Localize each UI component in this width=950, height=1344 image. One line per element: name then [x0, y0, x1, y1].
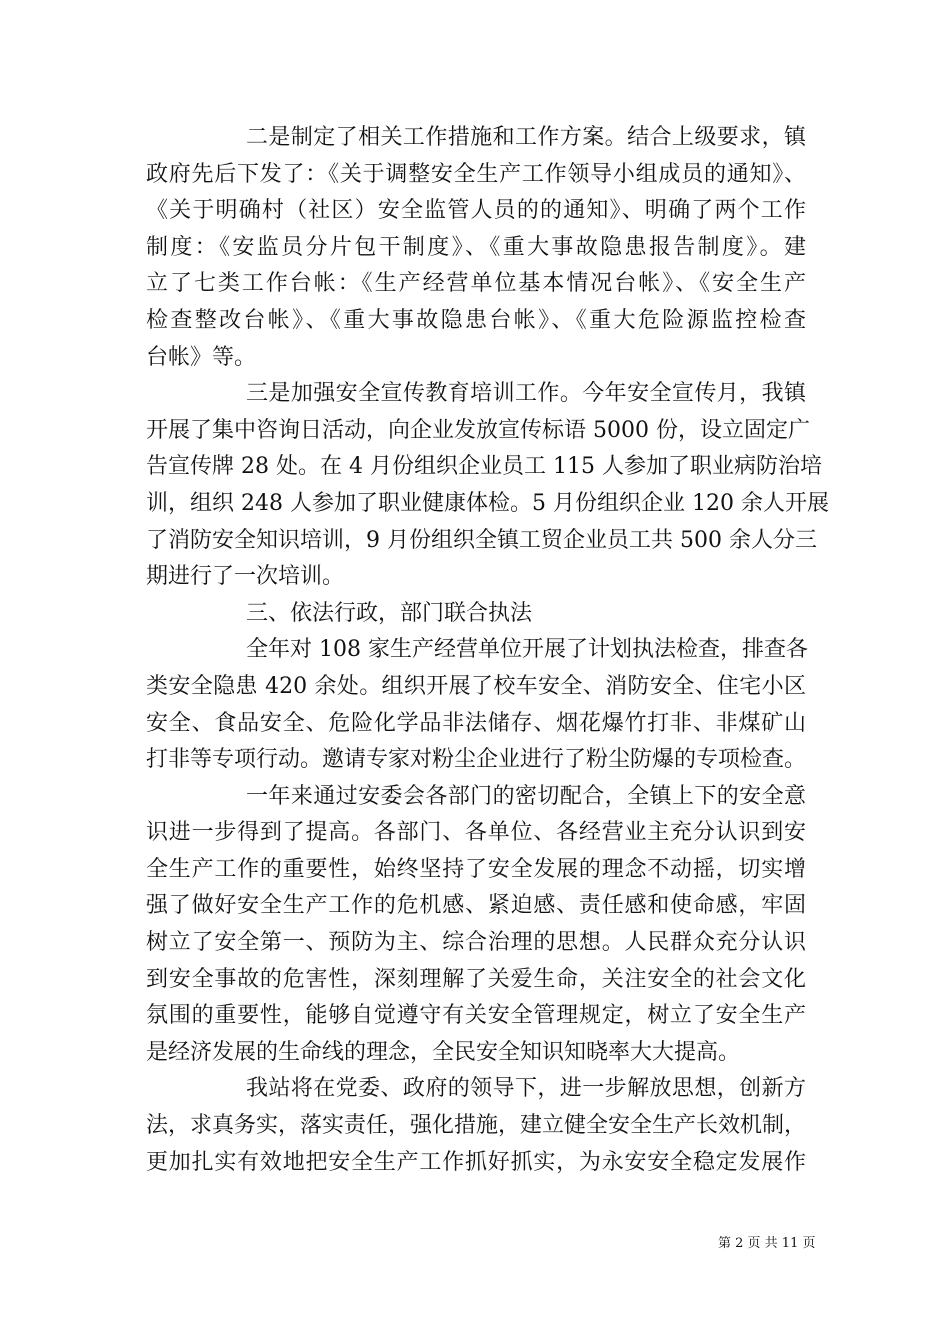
section-heading: 三、依法行政，部门联合执法 [246, 600, 533, 626]
paragraph-line: 台帐》等。 [146, 344, 257, 370]
paragraph-line: 类安全隐患 420 余处。组织开展了校车安全、消防安全、住宅小区 [146, 673, 806, 699]
paragraph-line: 立了七类工作台帐：《生产经营单位基本情况台帐》、《安全生产 [146, 271, 806, 297]
paragraph-line: 检查整改台帐》、《重大事故隐患台帐》、《重大危险源监控检查 [146, 307, 806, 333]
paragraph-line: 全生产工作的重要性，始终坚持了安全发展的理念不动摇，切实增 [146, 856, 806, 882]
paragraph-line: 全年对 108 家生产经营单位开展了计划执法检查，排查各 [246, 637, 808, 663]
document-body [146, 120, 829, 1181]
paragraph-line: 告宣传牌 28 处。在 4 月份组织企业员工 115 人参加了职业病防治培 [146, 454, 822, 480]
paragraph-line: 更加扎实有效地把安全生产工作抓好抓实，为永安安全稳定发展作 [146, 1149, 806, 1175]
paragraph-line: 强了做好安全生产工作的危机感、紧迫感、责任感和使命感，牢固 [146, 893, 806, 919]
paragraph-line: 期进行了一次培训。 [146, 564, 345, 590]
paragraph-line: 到安全事故的危害性，深刻理解了关爱生命，关注安全的社会文化 [146, 966, 806, 992]
page-number: 第 2 页 共 11 页 [718, 1236, 816, 1251]
paragraph-line: 《关于明确村（社区）安全监管人员的的通知》、明确了两个工作 [146, 198, 806, 224]
paragraph-line: 三是加强安全宣传教育培训工作。今年安全宣传月，我镇 [246, 381, 806, 407]
paragraph-line: 政府先后下发了：《关于调整安全生产工作领导小组成员的通知》、 [146, 161, 806, 187]
paragraph-line: 二是制定了相关工作措施和工作方案。结合上级要求，镇 [246, 125, 806, 150]
paragraph-line: 安全、食品安全、危险化学品非法储存、烟花爆竹打非、非煤矿山 [146, 710, 806, 736]
paragraph-line: 一年来通过安委会各部门的密切配合，全镇上下的安全意 [246, 783, 806, 809]
paragraph-line: 制度：《安监员分片包干制度》、《重大事故隐患报告制度》。建 [146, 234, 806, 260]
paragraph-line: 开展了集中咨询日活动，向企业发放宣传标语 5000 份，设立固定广 [146, 417, 810, 443]
paragraph-line: 树立了安全第一、预防为主、综合治理的思想。人民群众充分认识 [146, 930, 806, 956]
paragraph-line: 训，组织 248 人参加了职业健康体检。5 月份组织企业 120 余人开展 [146, 490, 829, 516]
paragraph-line: 是经济发展的生命线的理念，全民安全知识知晓率大大提高。 [146, 1039, 741, 1065]
paragraph-line: 打非等专项行动。邀请专家对粉尘企业进行了粉尘防爆的专项检查。 [146, 747, 807, 773]
paragraph-line: 我站将在党委、政府的领导下，进一步解放思想，创新方 [246, 1076, 806, 1102]
paragraph-line: 法，求真务实，落实责任，强化措施，建立健全安全生产长效机制， [146, 1113, 807, 1139]
paragraph-line: 氛围的重要性，能够自觉遵守有关安全管理规定，树立了安全生产 [146, 1003, 806, 1029]
paragraph-line: 识进一步得到了提高。各部门、各单位、各经营业主充分认识到安 [146, 820, 806, 846]
paragraph-line: 了消防安全知识培训，9 月份组织全镇工贸企业员工共 500 余人分三 [146, 527, 817, 553]
